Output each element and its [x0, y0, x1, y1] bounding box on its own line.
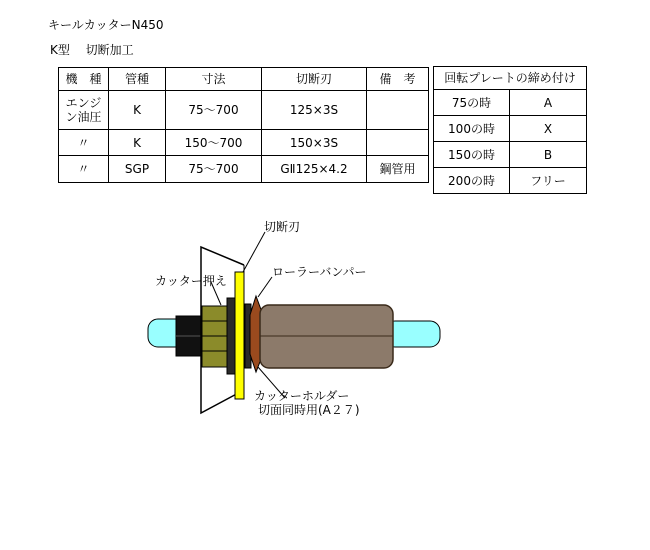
table-cell: 75～700: [166, 156, 262, 183]
doc-title: キールカッターN450: [48, 18, 164, 32]
table-cell: 100の時: [434, 116, 510, 142]
table-cell: 200の時: [434, 168, 510, 194]
cutter-press-label: カッター押え: [155, 274, 227, 288]
table-cell: B: [510, 142, 587, 168]
blade-label: 切断刃: [264, 220, 301, 234]
table-cell: K: [109, 130, 166, 156]
doc-subtitle: K型 切断加工: [50, 43, 134, 57]
blade-leader: [243, 232, 265, 272]
table-cell: フリー: [510, 168, 587, 194]
table-cell: 鋼管用: [367, 156, 429, 183]
table-cell: A: [510, 90, 587, 116]
table-cell: 125×3S: [262, 91, 367, 130]
table-cell: 75～700: [166, 91, 262, 130]
table-cell: 〃: [59, 130, 109, 156]
table-cell: 〃: [59, 156, 109, 183]
table-cell: 75の時: [434, 90, 510, 116]
roller-bumper-leader: [258, 277, 272, 297]
spec-header-cell: 切断刃: [262, 68, 367, 91]
table-cell: X: [510, 116, 587, 142]
spec-header-cell: 寸法: [166, 68, 262, 91]
table-cell: 150～700: [166, 130, 262, 156]
roller-bumper-label: ローラーバンパー: [272, 265, 367, 279]
plate-header-cell: 回転プレートの締め付け: [434, 67, 587, 90]
spec-header-cell: 備 考: [367, 68, 429, 91]
table-cell: GⅡ125×4.2: [262, 156, 367, 183]
table-cell: K: [109, 91, 166, 130]
spec-header-cell: 機 種: [59, 68, 109, 91]
cutting-blade: [235, 272, 244, 399]
cutter-holder-label: カッターホルダー: [254, 389, 350, 403]
cut-surface-label: 切面同時用(A２７): [258, 403, 360, 417]
table-cell: 150×3S: [262, 130, 367, 156]
spec-header-cell: 管種: [109, 68, 166, 91]
table-cell: 150の時: [434, 142, 510, 168]
plate: [227, 298, 235, 374]
table-cell: エンジン油圧: [59, 91, 109, 130]
table-cell: SGP: [109, 156, 166, 183]
